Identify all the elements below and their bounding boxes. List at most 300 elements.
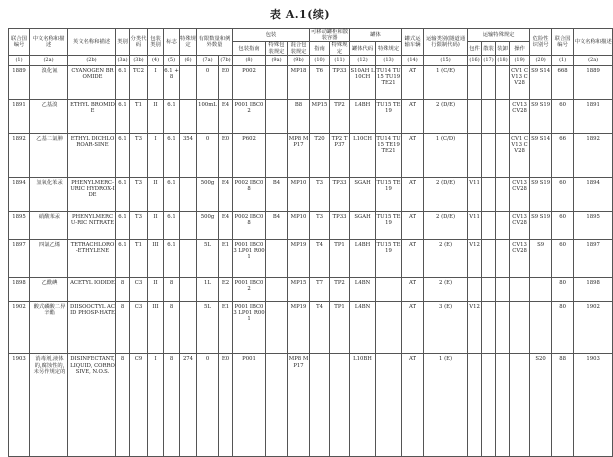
table-cell: P602 xyxy=(233,133,266,177)
table-cell: L4BH xyxy=(350,239,376,277)
table-cell: 6.1 xyxy=(164,99,180,133)
table-cell: P001 IBC03 LP01 R001 xyxy=(233,239,266,277)
table-cell: 5L xyxy=(197,239,219,277)
table-cell: TP2 xyxy=(330,99,350,133)
table-cell: 274 xyxy=(180,354,197,456)
table-cell: TU15 TE19 xyxy=(376,211,402,239)
column-number: (4) xyxy=(148,55,164,65)
table-cell: CYANOGEN BROMIDE xyxy=(68,65,116,99)
table-cell: 1898 xyxy=(574,277,613,301)
table-cell: 8 xyxy=(164,277,180,301)
table-cell xyxy=(482,354,496,456)
column-number: (3b) xyxy=(130,55,148,65)
column-number: (9a) xyxy=(266,55,288,65)
header-carriage-bulk: 散装 xyxy=(482,42,496,55)
table-cell: 6.1 +8 xyxy=(164,65,180,99)
table-cell: V12 xyxy=(468,301,482,354)
table-cell: CV13 CV28 xyxy=(510,99,530,133)
table-cell: MP15 xyxy=(288,277,310,301)
column-number: (8) xyxy=(233,55,266,65)
table-cell: 60 xyxy=(552,211,574,239)
page-title: 表 A.1(续) xyxy=(269,8,331,21)
table-cell: T3 xyxy=(130,177,148,211)
table-cell: E4 xyxy=(219,211,233,239)
table-cell xyxy=(496,65,510,99)
table-cell: P001 IBC02 xyxy=(233,99,266,133)
table-cell: E4 xyxy=(219,99,233,133)
table-cell: 1891 xyxy=(9,99,30,133)
table-cell: 1L xyxy=(197,277,219,301)
table-cell: III xyxy=(148,239,164,277)
table-cell: 1894 xyxy=(574,177,613,211)
table-cell: TU14 TU15 TE19 TE21 xyxy=(376,133,402,177)
table-cell: P001 IBC03 LP01 R001 xyxy=(233,301,266,354)
table-cell: 6.1 xyxy=(164,133,180,177)
table-cell: ETHYL DICHLOROAR-SINE xyxy=(68,133,116,177)
table-cell: P002 IBC08 xyxy=(233,177,266,211)
table-cell xyxy=(482,65,496,99)
table-cell: 6.1 xyxy=(116,65,130,99)
header-un-no: 联合国编号 xyxy=(9,29,30,56)
table-cell: T3 xyxy=(310,211,330,239)
table-cell: E0 xyxy=(219,65,233,99)
table-cell: B4 xyxy=(266,177,288,211)
column-number: (7b) xyxy=(219,55,233,65)
table-cell xyxy=(510,301,530,354)
table-cell: 500g xyxy=(197,177,219,211)
table-cell: 6.1 xyxy=(164,211,180,239)
table-cell: 1903 xyxy=(574,354,613,456)
table-cell: TU15 TE19 xyxy=(376,177,402,211)
table-cell: MP8 MP17 xyxy=(288,354,310,456)
table-cell xyxy=(482,239,496,277)
table-cell xyxy=(482,301,496,354)
dangerous-goods-table xyxy=(8,28,613,457)
table-cell: 668 xyxy=(552,65,574,99)
table-cell: 6.1 xyxy=(116,177,130,211)
column-number: (12) xyxy=(350,55,376,65)
table-cell: 1892 xyxy=(9,133,30,177)
table-cell: E1 xyxy=(219,301,233,354)
header-un-no-repeat: 联合国编号 xyxy=(552,29,574,56)
table-cell: TU15 TE19 xyxy=(376,239,402,277)
table-cell: E0 xyxy=(219,133,233,177)
table-cell xyxy=(510,354,530,456)
table-cell: I xyxy=(148,133,164,177)
table-cell: 1892 xyxy=(574,133,613,177)
table-cell: TP33 xyxy=(330,177,350,211)
table-cell: 0 xyxy=(197,133,219,177)
header-tank-special: 特殊规定 xyxy=(330,42,350,55)
table-cell: C9 xyxy=(130,354,148,456)
table-cell: AT xyxy=(402,65,424,99)
table-cell: TP2 xyxy=(330,277,350,301)
column-number: (15) xyxy=(424,55,468,65)
table-cell xyxy=(180,99,197,133)
table-cell: TU15 TE19 xyxy=(376,99,402,133)
header-carriage-loading: 装卸 xyxy=(496,42,510,55)
column-number: (11) xyxy=(330,55,350,65)
table-cell: C3 xyxy=(130,277,148,301)
table-cell: CV13 CV28 xyxy=(510,239,530,277)
table-cell xyxy=(468,277,482,301)
column-number: (14) xyxy=(402,55,424,65)
column-number: (5) xyxy=(164,55,180,65)
table-cell: AT xyxy=(402,354,424,456)
table-cell: 6.1 xyxy=(116,239,130,277)
table-row xyxy=(9,211,613,239)
table-cell xyxy=(376,354,402,456)
table-cell: 6.1 xyxy=(164,239,180,277)
column-number: (17) xyxy=(482,55,496,65)
table-cell: 60 xyxy=(552,99,574,133)
table-cell: T4 xyxy=(310,301,330,354)
table-cell: 8 xyxy=(116,354,130,456)
header-name-zh: 中文名称和描述 xyxy=(30,29,68,56)
table-cell xyxy=(266,301,288,354)
table-cell xyxy=(530,277,552,301)
table-cell: 5L xyxy=(197,301,219,354)
header-class: 类别 xyxy=(116,29,130,56)
table-cell xyxy=(510,277,530,301)
table-cell: 80 xyxy=(552,301,574,354)
table-cell: 8 xyxy=(116,301,130,354)
table-cell xyxy=(482,133,496,177)
table-row xyxy=(9,239,613,277)
table-cell: T7 xyxy=(310,277,330,301)
table-cell xyxy=(330,354,350,456)
table-cell: ACETYL IODIDE xyxy=(68,277,116,301)
table-cell xyxy=(180,277,197,301)
table-cell: E1 xyxy=(219,239,233,277)
table-cell xyxy=(180,239,197,277)
table-cell xyxy=(482,177,496,211)
table-cell: 3 (E) xyxy=(424,301,468,354)
table-cell: 乙酰碘 xyxy=(30,277,68,301)
table-cell: 1898 xyxy=(9,277,30,301)
table-cell: 2 (D/E) xyxy=(424,99,468,133)
header-name-en: 英文名称和描述 xyxy=(68,29,116,56)
table-cell: 1889 xyxy=(574,65,613,99)
table-cell xyxy=(496,301,510,354)
table-cell xyxy=(266,65,288,99)
table-cell xyxy=(482,211,496,239)
table-cell: E0 xyxy=(219,354,233,456)
header-label: 标志 xyxy=(164,29,180,56)
table-cell: 8 xyxy=(164,301,180,354)
column-number: (2a) xyxy=(30,55,68,65)
table-cell xyxy=(496,177,510,211)
table-cell: C3 xyxy=(130,301,148,354)
table-cell: 氢氧化苯汞 xyxy=(30,177,68,211)
table-cell xyxy=(266,354,288,456)
table-cell xyxy=(266,99,288,133)
table-cell: 8 xyxy=(164,354,180,456)
table-cell: TP1 xyxy=(330,239,350,277)
column-number: (20) xyxy=(530,55,552,65)
header-limited-quantities: 有限数量和例外数量 xyxy=(197,29,233,56)
table-cell: 100mL xyxy=(197,99,219,133)
table-cell xyxy=(496,354,510,456)
table-cell: MP15 xyxy=(310,99,330,133)
table-cell: P002 IBC08 xyxy=(233,211,266,239)
table-cell: 1903 xyxy=(9,354,30,456)
table-cell: L10CH xyxy=(350,133,376,177)
table-cell: TETRACHLORO-ETHYLENE xyxy=(68,239,116,277)
table-row xyxy=(9,301,613,354)
table-cell: 消毒剂,液体的,腐蚀性的,未另作规定的 xyxy=(30,354,68,456)
header-special-provisions: 特殊规定 xyxy=(180,29,197,56)
table-cell: 1891 xyxy=(574,99,613,133)
table-cell: 2 (D/E) xyxy=(424,211,468,239)
table-cell: 88 xyxy=(552,354,574,456)
table-cell: 1895 xyxy=(574,211,613,239)
table-cell: B4 xyxy=(266,211,288,239)
table-cell: 1897 xyxy=(9,239,30,277)
table-cell: AT xyxy=(402,133,424,177)
table-row xyxy=(9,177,613,211)
table-cell: V12 xyxy=(468,239,482,277)
table-cell xyxy=(180,301,197,354)
table-cell: AT xyxy=(402,211,424,239)
table-cell: 1 (C/D) xyxy=(424,133,468,177)
table-cell: DIISOOCTYL ACID PHOSP-HATE xyxy=(68,301,116,354)
header-carriage-packages: 包件 xyxy=(468,42,482,55)
header-carriage-operation: 操作 xyxy=(510,42,530,55)
table-cell: 2 (E) xyxy=(424,277,468,301)
table-cell: I xyxy=(148,354,164,456)
table-cell xyxy=(496,239,510,277)
table-cell: 乙基溴 xyxy=(30,99,68,133)
table-cell: SGAH xyxy=(350,177,376,211)
column-number: (19) xyxy=(510,55,530,65)
table-cell: E4 xyxy=(219,177,233,211)
table-cell: 乙基二氯胂 xyxy=(30,133,68,177)
column-number: (1) xyxy=(9,55,30,65)
table-cell: 66 xyxy=(552,133,574,177)
table-cell xyxy=(530,301,552,354)
column-number: (18) xyxy=(496,55,510,65)
column-number: (6) xyxy=(180,55,197,65)
table-cell: 酸式磷酸二异辛酯 xyxy=(30,301,68,354)
table-cell: TC2 xyxy=(130,65,148,99)
table-cell: TP2 TP37 xyxy=(330,133,350,177)
table-cell xyxy=(376,301,402,354)
table-cell: 溴化氰 xyxy=(30,65,68,99)
table-cell: DISINFECTANT, LIQUID, CORROSIVE, N.O.S. xyxy=(68,354,116,456)
table-cell: 1889 xyxy=(9,65,30,99)
table-cell xyxy=(180,211,197,239)
table-cell: 6.1 xyxy=(116,211,130,239)
table-cell: 2 (E) xyxy=(424,239,468,277)
table-cell: 1 (C/E) xyxy=(424,65,468,99)
table-cell: L10BH xyxy=(350,354,376,456)
table-cell: 1 (E) xyxy=(424,354,468,456)
column-number: (2b) xyxy=(68,55,116,65)
column-number: (1) xyxy=(552,55,574,65)
table-cell: TU14 TU15 TU19 TE21 xyxy=(376,65,402,99)
table-cell: TP33 xyxy=(330,211,350,239)
table-cell: S10AH L10CH xyxy=(350,65,376,99)
header-tank-code: 罐体代码 xyxy=(350,42,376,55)
table-cell: II xyxy=(148,211,164,239)
table-cell: L4BH xyxy=(350,99,376,133)
table-cell: MP8 MP17 xyxy=(288,133,310,177)
table-cell: MP10 xyxy=(288,177,310,211)
table-cell: 8 xyxy=(116,277,130,301)
table-cell: T4 xyxy=(310,239,330,277)
table-cell: T1 xyxy=(130,99,148,133)
table-cell: AT xyxy=(402,277,424,301)
table-row xyxy=(9,99,613,133)
header-name-zh-repeat: 中文名称和描述 xyxy=(574,29,613,56)
table-cell: S9 S14 xyxy=(530,133,552,177)
table-cell: S9 S19 xyxy=(530,211,552,239)
table-cell: II xyxy=(148,277,164,301)
table-cell: 四氯乙烯 xyxy=(30,239,68,277)
table-cell: AT xyxy=(402,301,424,354)
table-cell: P001 IBC02 xyxy=(233,277,266,301)
table-cell: III xyxy=(148,301,164,354)
header-carriage-group-title: 运输特殊规定 xyxy=(468,29,530,42)
table-cell: 6.1 xyxy=(164,177,180,211)
table-cell: 1902 xyxy=(9,301,30,354)
table-row xyxy=(9,65,613,99)
table-cell xyxy=(266,239,288,277)
table-cell: TP1 xyxy=(330,301,350,354)
table-cell xyxy=(266,133,288,177)
header-packing-instructions: 包装指南 xyxy=(233,42,266,55)
table-cell: P001 xyxy=(233,354,266,456)
table-cell: 2 (D/E) xyxy=(424,177,468,211)
table-cell: S9 S19 xyxy=(530,99,552,133)
header-tank-instructions: 指南 xyxy=(310,42,330,55)
table-cell: L4BN xyxy=(350,277,376,301)
table-cell: 60 xyxy=(552,239,574,277)
column-number: (7a) xyxy=(197,55,219,65)
column-number: (9b) xyxy=(288,55,310,65)
header-transport-category: 运输类别(隧道通行限制代码) xyxy=(424,29,468,56)
column-number: (13) xyxy=(376,55,402,65)
table-cell: T3 xyxy=(130,133,148,177)
table-cell: S9 S14 xyxy=(530,65,552,99)
table-cell xyxy=(266,277,288,301)
table-cell xyxy=(468,99,482,133)
column-number: (10) xyxy=(310,55,330,65)
table-cell xyxy=(468,65,482,99)
table-cell: V11 xyxy=(468,177,482,211)
column-number: (3a) xyxy=(116,55,130,65)
table-cell: 6.1 xyxy=(116,133,130,177)
table-cell: T6 xyxy=(310,65,330,99)
table-cell: 60 xyxy=(552,177,574,211)
table-cell: TP33 xyxy=(330,65,350,99)
header-tank-code-group-title: 罐体 xyxy=(350,29,402,42)
table-cell: CV1 CV13 CV28 xyxy=(510,65,530,99)
table-cell: SGAH xyxy=(350,211,376,239)
table-cell: T3 xyxy=(310,177,330,211)
table-cell: PHENYLMERCU-RIC NITRATE xyxy=(68,211,116,239)
table-row xyxy=(9,133,613,177)
table-cell: I xyxy=(148,65,164,99)
table-cell: S9 xyxy=(530,239,552,277)
table-row xyxy=(9,277,613,301)
table-cell: B8 xyxy=(288,99,310,133)
table-cell: E2 xyxy=(219,277,233,301)
table-cell xyxy=(180,177,197,211)
table-cell: CV1 CV13 CV28 xyxy=(510,133,530,177)
table-cell: II xyxy=(148,99,164,133)
table-cell: ETHYL BROMIDE xyxy=(68,99,116,133)
header-packing-group-title: 包装 xyxy=(233,29,310,42)
table-cell xyxy=(482,99,496,133)
table-cell: T1 xyxy=(130,239,148,277)
table-cell: 硝酸苯汞 xyxy=(30,211,68,239)
table-cell: 1895 xyxy=(9,211,30,239)
table-cell: 1894 xyxy=(9,177,30,211)
table-cell: II xyxy=(148,177,164,211)
table-cell: CV13 CV28 xyxy=(510,211,530,239)
table-cell xyxy=(496,99,510,133)
column-number-row xyxy=(9,55,613,65)
table-cell: MP19 xyxy=(288,301,310,354)
table-cell xyxy=(482,277,496,301)
table-cell: V11 xyxy=(468,211,482,239)
table-cell: 1902 xyxy=(574,301,613,354)
header-hazard-no: 危险性识别号 xyxy=(530,29,552,56)
table-cell xyxy=(496,133,510,177)
table-cell xyxy=(496,277,510,301)
table-cell: MP18 xyxy=(288,65,310,99)
table-cell: T3 xyxy=(130,211,148,239)
table-cell: AT xyxy=(402,239,424,277)
table-cell xyxy=(468,354,482,456)
table-cell xyxy=(496,211,510,239)
table-cell xyxy=(180,65,197,99)
header-tank-special-provisions: 特殊规定 xyxy=(376,42,402,55)
table-cell: CV13 CV28 xyxy=(510,177,530,211)
table-cell: 6.1 xyxy=(116,99,130,133)
table-cell: 80 xyxy=(552,277,574,301)
table-cell xyxy=(310,354,330,456)
header-special-packing: 特殊包装规定 xyxy=(266,42,288,55)
table-cell: MP19 xyxy=(288,239,310,277)
table-cell: MP10 xyxy=(288,211,310,239)
table-cell: AT xyxy=(402,99,424,133)
table-cell: AT xyxy=(402,177,424,211)
table-cell: 500g xyxy=(197,211,219,239)
column-number: (16) xyxy=(468,55,482,65)
table-cell xyxy=(376,277,402,301)
table-cell: S9 S19 xyxy=(530,177,552,211)
table-cell: P002 xyxy=(233,65,266,99)
table-cell: 0 xyxy=(197,354,219,456)
header-packing-group: 包装类别 xyxy=(148,29,164,56)
header-code: 分类代码 xyxy=(130,29,148,56)
table-cell: 1897 xyxy=(574,239,613,277)
table-cell: 354 xyxy=(180,133,197,177)
table-cell: 0 xyxy=(197,65,219,99)
header-tank-group-title: 可移动罐柜和散装容器 xyxy=(310,29,349,42)
table-cell: S20 xyxy=(530,354,552,456)
table-cell: PHENYLMERC-URIC HYDROX-IDE xyxy=(68,177,116,211)
header-mixed-packing: 混合包装规定 xyxy=(288,42,310,55)
table-row xyxy=(9,354,613,456)
header-vehicle: 罐式运输车辆 xyxy=(402,29,424,56)
table-cell: T20 xyxy=(310,133,330,177)
table-cell: L4BN xyxy=(350,301,376,354)
column-number: (2a) xyxy=(574,55,613,65)
